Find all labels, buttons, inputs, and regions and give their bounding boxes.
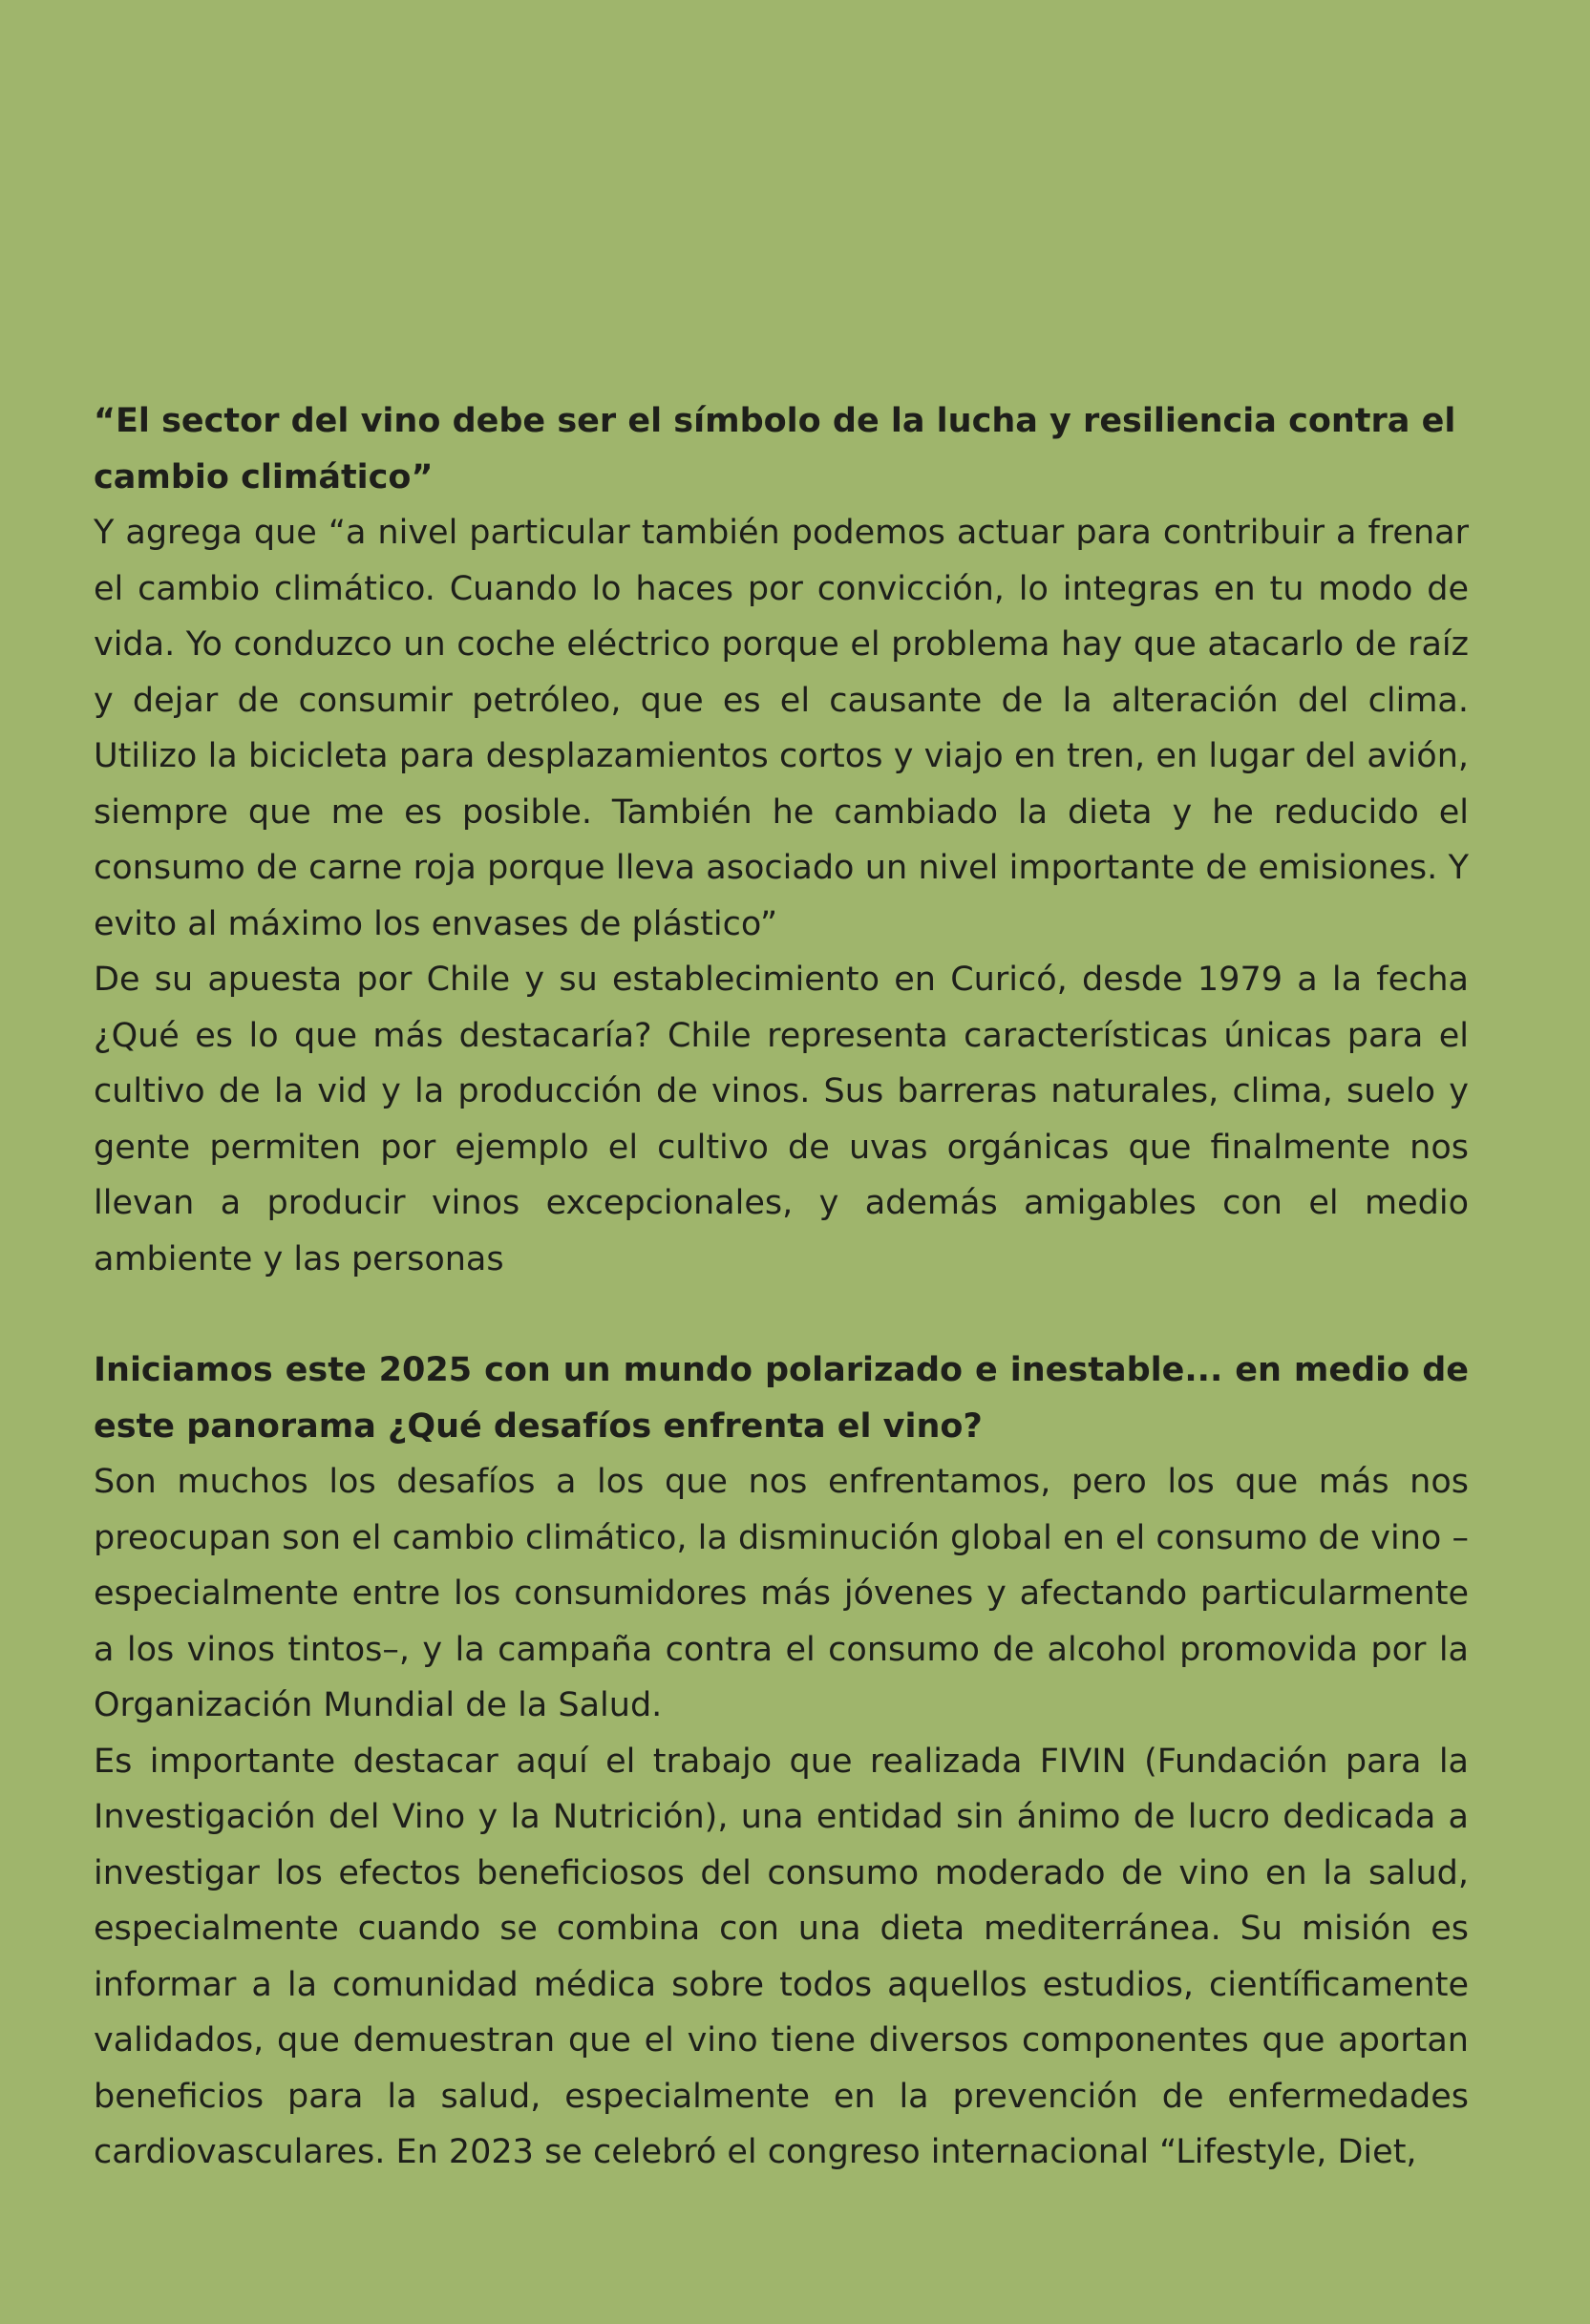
section-heading-climate: “El sector del vino debe ser el símbolo de la lucha y resiliencia contra el cambio climático”	[94, 402, 1456, 496]
article-body	[94, 393, 1469, 2181]
paragraph-challenges: Son muchos los desafíos a los que nos enfrentamos, pero los que más nos preocupan son el cambio climático, la disminución global en el consumo de vino –especialmente entre los consumidores más jóvenes y afectando particularmente a los vinos tintos–, y la campaña contra el consumo de alcohol promovida por la Organización Mundial de la Salud.	[94, 1463, 1469, 1724]
paragraph-chile: De su apuesta por Chile y su establecimiento en Curicó, desde 1979 a la fecha ¿Qué es lo que más destacaría? Chile representa características únicas para el cultivo de la vid y la producción de vinos. Sus barreras naturales, clima, suelo y gente permiten por ejemplo el cultivo de uvas orgánicas que finalmente nos llevan a producir vinos excepcionales, y además amigables con el medio ambiente y las personas	[94, 961, 1469, 1278]
section-heading-challenges: Iniciamos este 2025 con un mundo polarizado e inestable... en medio de este panorama ¿Qué desafíos enfrenta el vino?	[94, 1351, 1469, 1446]
paragraph-fivin: Es importante destacar aquí el trabajo que realizada FIVIN (Fundación para la Investigación del Vino y la Nutrición), una entidad sin ánimo de lucro dedicada a investigar los efectos beneficiosos del consumo moderado de vino en la salud, especialmente cuando se combina con una dieta mediterránea. Su misión es informar a la comunidad médica sobre todos aquellos estudios, científicamente validados, que demuestran que el vino tiene diversos componentes que aportan beneficios para la salud, especialmente en la prevención de enfermedades cardiovasculares. En 2023 se celebró el congreso internacional “Lifestyle, Diet,	[94, 1742, 1469, 2171]
paragraph-personal-actions: Y agrega que “a nivel particular también podemos actuar para contribuir a frenar el cambio climático. Cuando lo haces por convicción, lo integras en tu modo de vida. Yo conduzco un coche eléctrico porque el problema hay que atacarlo de raíz y dejar de consumir petróleo, que es el causante de la alteración del clima. Utilizo la bicicleta para desplazamientos cortos y viajo en tren, en lugar del avión, siempre que me es posible. También he cambiado la dieta y he reducido el consumo de carne roja porque lleva asociado un nivel importante de emisiones. Y evito al máximo los envases de plástico”	[94, 514, 1469, 943]
